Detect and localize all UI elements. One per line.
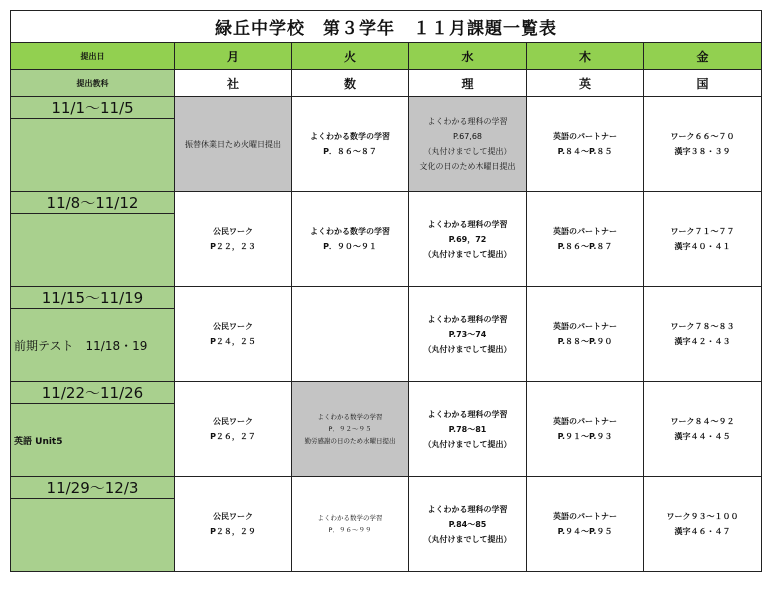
assignment-cell-fri xyxy=(644,192,762,287)
assignment-line: ワーク８４～９２ xyxy=(670,417,735,426)
assignment-cell-wed xyxy=(409,192,527,287)
assignment-cell-wed xyxy=(409,287,527,382)
assignment-line: 漢字４０・４１ xyxy=(674,242,731,251)
assignment-line: よくわかる理科の学習 xyxy=(427,409,508,419)
assignment-line: 英語のパートナー xyxy=(553,227,617,236)
assignment-line: 勤労感謝の日のため水曜日提出 xyxy=(304,437,396,445)
subject-thu: 英 xyxy=(527,70,644,97)
assignment-line: よくわかる理科の学習 xyxy=(427,117,508,126)
assignment-cell-mon xyxy=(175,97,292,192)
week-row xyxy=(11,97,762,119)
assignment-cell-mon xyxy=(175,477,292,572)
assignment-cell-mon xyxy=(175,192,292,287)
assignment-cell-thu xyxy=(527,477,644,572)
assignment-cell-fri xyxy=(644,477,762,572)
subject-tue: 数 xyxy=(292,70,409,97)
day-fri: 金 xyxy=(644,43,762,70)
assignment-line: P.８８～P.９０ xyxy=(557,337,613,346)
assignment-line: P２２，２３ xyxy=(210,242,256,251)
assignment-cell-tue xyxy=(292,477,409,572)
day-header-row xyxy=(11,43,762,70)
assignment-line: 漢字３８・３９ xyxy=(674,147,731,156)
week-row xyxy=(11,382,762,404)
assignment-line: P．８６～８７ xyxy=(323,147,377,156)
week-note xyxy=(11,499,175,572)
assignment-line: よくわかる数学の学習 xyxy=(317,413,383,421)
assignment-line: 英語のパートナー xyxy=(553,417,617,426)
subject-fri: 国 xyxy=(644,70,762,97)
assignment-line: 漢字４６・４７ xyxy=(674,527,731,536)
assignment-line: P２６，２７ xyxy=(210,432,256,441)
assignment-line: P.73～74 xyxy=(448,329,487,339)
assignment-cell-thu xyxy=(527,382,644,477)
subject-mon: 社 xyxy=(175,70,292,97)
assignment-table xyxy=(10,10,762,572)
assignment-line: ワーク９３～１００ xyxy=(666,512,739,521)
assignment-cell-fri xyxy=(644,287,762,382)
assignment-line: 英語のパートナー xyxy=(553,322,617,331)
date-label: 提出日 xyxy=(11,43,175,70)
assignment-cell-tue xyxy=(292,382,409,477)
week-row xyxy=(11,192,762,214)
subject-label: 提出教科 xyxy=(11,70,175,97)
assignment-line: ワーク７１～７７ xyxy=(670,227,735,236)
week-row xyxy=(11,287,762,309)
assignment-line: P.67,68 xyxy=(452,132,483,141)
week-date: 11/1～11/5 xyxy=(11,97,175,119)
assignment-line: P．９６～９９ xyxy=(328,526,372,534)
assignment-line: 英語のパートナー xyxy=(553,132,617,141)
week-note xyxy=(11,119,175,192)
assignment-line: （丸付けまでして提出） xyxy=(423,534,512,544)
assignment-line: P．９２～９５ xyxy=(328,425,372,433)
assignment-cell-thu xyxy=(527,192,644,287)
assignment-line: よくわかる理科の学習 xyxy=(427,219,508,229)
day-thu: 木 xyxy=(527,43,644,70)
day-mon: 月 xyxy=(175,43,292,70)
week-note: 前期テスト 11/18・19 xyxy=(11,309,175,382)
assignment-sheet xyxy=(10,10,761,580)
assignment-cell-fri xyxy=(644,97,762,192)
assignment-line: よくわかる数学の学習 xyxy=(310,132,390,141)
assignment-cell-tue xyxy=(292,287,409,382)
assignment-line: P．９０～９１ xyxy=(323,242,377,251)
assignment-line: 公民ワーク xyxy=(213,512,253,521)
assignment-line: 漢字４４・４５ xyxy=(674,432,731,441)
assignment-line: P２８，２９ xyxy=(210,527,256,536)
assignment-line: よくわかる理科の学習 xyxy=(427,504,508,514)
week-date: 11/15～11/19 xyxy=(11,287,175,309)
assignment-cell-wed xyxy=(409,382,527,477)
subject-wed: 理 xyxy=(409,70,527,97)
assignment-line: 公民ワーク xyxy=(213,322,253,331)
day-tue: 火 xyxy=(292,43,409,70)
assignment-line: 文化の日のため木曜日提出 xyxy=(419,162,516,171)
assignment-line: P.９４～P.９５ xyxy=(557,527,613,536)
assignment-line: P.９１～P.９３ xyxy=(557,432,613,441)
week-note xyxy=(11,214,175,287)
assignment-line: 振替休業日ため火曜日提出 xyxy=(185,139,281,149)
week-date: 11/29～12/3 xyxy=(11,477,175,499)
assignment-line: P２４，２５ xyxy=(210,337,256,346)
assignment-line: よくわかる理科の学習 xyxy=(427,314,508,324)
assignment-line: （丸付けまでして提出） xyxy=(423,439,512,449)
assignment-line: よくわかる数学の学習 xyxy=(317,514,383,522)
assignment-cell-fri xyxy=(644,382,762,477)
assignment-line: （丸付けまでして提出） xyxy=(423,344,512,354)
assignment-cell-tue xyxy=(292,192,409,287)
assignment-line: P.84～85 xyxy=(448,519,487,529)
assignment-cell-wed xyxy=(409,477,527,572)
assignment-cell-wed xyxy=(409,97,527,192)
assignment-cell-thu xyxy=(527,287,644,382)
assignment-line: P.78～81 xyxy=(448,424,487,434)
assignment-line: （丸付けまでして提出） xyxy=(423,147,512,156)
assignment-line: よくわかる数学の学習 xyxy=(310,227,390,236)
assignment-cell-mon xyxy=(175,287,292,382)
assignment-line: P.69，72 xyxy=(448,234,487,244)
week-date: 11/8～11/12 xyxy=(11,192,175,214)
assignment-line: 漢字４２・４３ xyxy=(674,337,731,346)
day-wed: 水 xyxy=(409,43,527,70)
assignment-cell-thu xyxy=(527,97,644,192)
week-row xyxy=(11,477,762,499)
assignment-line: 公民ワーク xyxy=(213,227,253,236)
assignment-line: 英語のパートナー xyxy=(553,512,617,521)
assignment-line: P.８４～P.８５ xyxy=(557,147,613,156)
week-date: 11/22～11/26 xyxy=(11,382,175,404)
assignment-cell-mon xyxy=(175,382,292,477)
subject-header-row xyxy=(11,70,762,97)
assignment-line: P.８６～P.８７ xyxy=(557,242,613,251)
week-note: 英語 Unit5 xyxy=(11,404,175,477)
sheet-title: 緑丘中学校 第３学年 １１月課題一覧表 xyxy=(11,11,762,43)
assignment-line: 公民ワーク xyxy=(213,417,253,426)
assignment-line: ワーク６６～７０ xyxy=(670,132,735,141)
assignment-line: ワーク７８～８３ xyxy=(670,322,735,331)
assignment-cell-tue xyxy=(292,97,409,192)
assignment-line: （丸付けまでして提出） xyxy=(423,249,512,259)
